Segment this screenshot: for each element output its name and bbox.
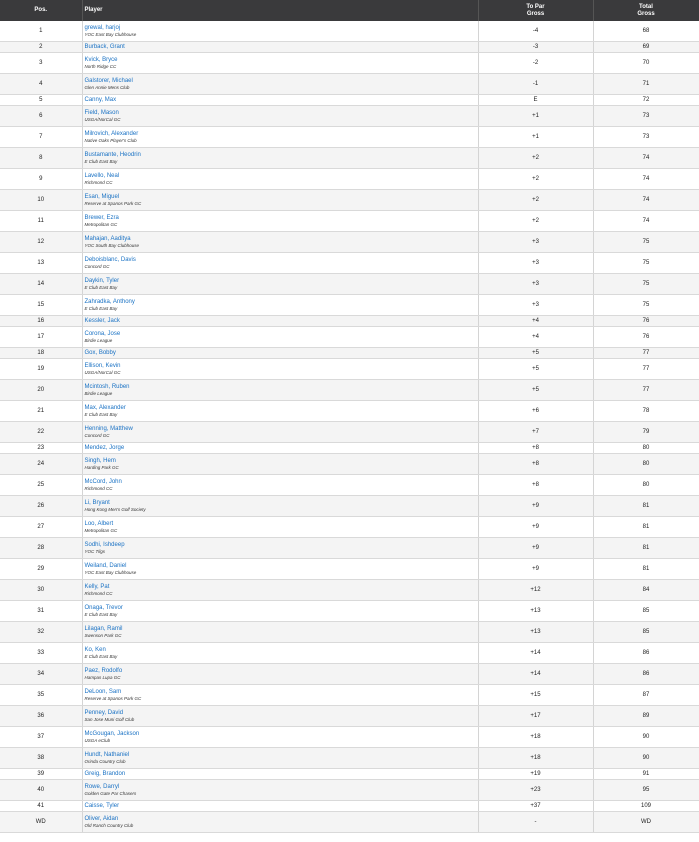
player-club: YOC South Bay Clubhouse bbox=[84, 242, 140, 248]
table-row bbox=[0, 812, 699, 833]
table-row bbox=[0, 127, 699, 148]
table-row bbox=[0, 727, 699, 748]
player-name-link[interactable]: Bustamante, Heodrin bbox=[84, 151, 141, 158]
player-club: Glen Annie Mens Club bbox=[84, 84, 130, 90]
position-cell: 21 bbox=[0, 401, 82, 422]
to-par-cell: +37 bbox=[478, 801, 593, 812]
player-club: San Jose Muni Golf Club bbox=[84, 716, 135, 722]
position-cell: 36 bbox=[0, 706, 82, 727]
table-row bbox=[0, 274, 699, 295]
to-par-cell: +3 bbox=[478, 274, 593, 295]
total-gross-cell: 81 bbox=[593, 496, 699, 517]
to-par-cell: +2 bbox=[478, 190, 593, 211]
player-club: Metropolitan GC bbox=[84, 527, 118, 533]
player-cell bbox=[82, 348, 478, 359]
total-gross-cell: 89 bbox=[593, 706, 699, 727]
player-name-link[interactable]: Field, Mason bbox=[84, 109, 119, 116]
player-cell bbox=[82, 801, 478, 812]
player-cell bbox=[82, 769, 478, 780]
to-par-cell: -2 bbox=[478, 53, 593, 74]
total-gross-cell: 78 bbox=[593, 401, 699, 422]
table-row bbox=[0, 664, 699, 685]
player-name-link[interactable]: Canny, Max bbox=[84, 96, 117, 103]
total-gross-cell: 74 bbox=[593, 148, 699, 169]
player-name-link[interactable]: Lilagan, Ramil bbox=[84, 625, 123, 632]
player-name-link[interactable]: Corona, Jose bbox=[84, 330, 121, 337]
table-row bbox=[0, 148, 699, 169]
table-row bbox=[0, 538, 699, 559]
to-par-cell: +15 bbox=[478, 685, 593, 706]
to-par-cell: +19 bbox=[478, 769, 593, 780]
position-cell: 14 bbox=[0, 274, 82, 295]
position-cell: 22 bbox=[0, 422, 82, 443]
position-cell: 6 bbox=[0, 106, 82, 127]
to-par-cell: +7 bbox=[478, 422, 593, 443]
total-gross-cell: 81 bbox=[593, 517, 699, 538]
table-row bbox=[0, 253, 699, 274]
to-par-cell: +2 bbox=[478, 169, 593, 190]
player-name-link[interactable]: Ellison, Kevin bbox=[84, 362, 121, 369]
header-player[interactable]: Player bbox=[82, 0, 478, 21]
total-gross-cell: WD bbox=[593, 812, 699, 833]
total-gross-cell: 73 bbox=[593, 127, 699, 148]
player-club: Birdie League bbox=[84, 337, 113, 343]
player-club: E Club East Bay bbox=[84, 653, 118, 659]
to-par-cell: +9 bbox=[478, 517, 593, 538]
total-gross-cell: 80 bbox=[593, 443, 699, 454]
total-gross-cell: 90 bbox=[593, 727, 699, 748]
table-row bbox=[0, 559, 699, 580]
player-cell bbox=[82, 359, 478, 380]
player-name-link[interactable]: McCord, John bbox=[84, 478, 122, 485]
player-club: E Club East Bay bbox=[84, 305, 118, 311]
total-gross-cell: 75 bbox=[593, 274, 699, 295]
to-par-cell: -4 bbox=[478, 21, 593, 42]
player-club: E Club East Bay bbox=[84, 284, 118, 290]
player-cell bbox=[82, 21, 478, 42]
player-cell bbox=[82, 380, 478, 401]
total-gross-cell: 84 bbox=[593, 580, 699, 601]
player-cell bbox=[82, 559, 478, 580]
to-par-cell: +13 bbox=[478, 622, 593, 643]
player-name-link[interactable]: Rowe, Darryl bbox=[84, 783, 120, 790]
table-row bbox=[0, 443, 699, 454]
player-cell bbox=[82, 127, 478, 148]
to-par-cell: +14 bbox=[478, 643, 593, 664]
player-cell bbox=[82, 748, 478, 769]
player-cell bbox=[82, 601, 478, 622]
total-gross-cell: 77 bbox=[593, 359, 699, 380]
player-cell bbox=[82, 148, 478, 169]
to-par-cell: +18 bbox=[478, 727, 593, 748]
table-row bbox=[0, 422, 699, 443]
player-name-link[interactable]: Gox, Bobby bbox=[84, 349, 116, 356]
player-cell bbox=[82, 95, 478, 106]
player-cell bbox=[82, 401, 478, 422]
player-name-link[interactable]: Burback, Grant bbox=[84, 43, 125, 50]
total-gross-cell: 72 bbox=[593, 95, 699, 106]
total-gross-cell: 86 bbox=[593, 664, 699, 685]
position-cell: 34 bbox=[0, 664, 82, 685]
table-row bbox=[0, 316, 699, 327]
leaderboard-body bbox=[0, 21, 699, 833]
to-par-cell: +8 bbox=[478, 454, 593, 475]
position-cell: 23 bbox=[0, 443, 82, 454]
to-par-cell: +13 bbox=[478, 601, 593, 622]
player-name-link[interactable]: Kelly, Pat bbox=[84, 583, 110, 590]
player-club: E Club East Bay bbox=[84, 158, 118, 164]
position-cell: 15 bbox=[0, 295, 82, 316]
table-row bbox=[0, 380, 699, 401]
player-cell bbox=[82, 211, 478, 232]
player-cell bbox=[82, 496, 478, 517]
header-total-gross[interactable]: Total Gross bbox=[593, 0, 699, 21]
player-cell bbox=[82, 327, 478, 348]
to-par-cell: +4 bbox=[478, 327, 593, 348]
to-par-cell: E bbox=[478, 95, 593, 106]
player-cell bbox=[82, 454, 478, 475]
table-row bbox=[0, 685, 699, 706]
table-row bbox=[0, 348, 699, 359]
position-cell: 1 bbox=[0, 21, 82, 42]
player-name-link[interactable]: Milrovich, Alexander bbox=[84, 130, 139, 137]
total-gross-cell: 81 bbox=[593, 538, 699, 559]
player-club: Golden Gate Par Chasers bbox=[84, 790, 137, 796]
player-name-link[interactable]: Oliver, Aidan bbox=[84, 815, 119, 822]
total-gross-cell: 85 bbox=[593, 601, 699, 622]
player-name-link[interactable]: McGougan, Jackson bbox=[84, 730, 140, 737]
position-cell: 9 bbox=[0, 169, 82, 190]
table-row bbox=[0, 601, 699, 622]
table-row bbox=[0, 780, 699, 801]
total-gross-cell: 91 bbox=[593, 769, 699, 780]
table-row bbox=[0, 190, 699, 211]
to-par-cell: +8 bbox=[478, 475, 593, 496]
to-par-cell: - bbox=[478, 812, 593, 833]
player-club: Harding Park GC bbox=[84, 464, 119, 470]
player-cell bbox=[82, 706, 478, 727]
to-par-cell: +2 bbox=[478, 211, 593, 232]
player-name-link[interactable]: Mcintosh, Ruben bbox=[84, 383, 130, 390]
total-gross-cell: 76 bbox=[593, 327, 699, 348]
player-cell bbox=[82, 643, 478, 664]
position-cell: 10 bbox=[0, 190, 82, 211]
player-club: Richmond CC bbox=[84, 590, 113, 596]
total-gross-cell: 80 bbox=[593, 454, 699, 475]
player-name-link[interactable]: Ko, Ken bbox=[84, 646, 106, 653]
table-row bbox=[0, 211, 699, 232]
player-club: Concord GC bbox=[84, 263, 110, 269]
total-gross-cell: 74 bbox=[593, 190, 699, 211]
position-cell: 40 bbox=[0, 780, 82, 801]
table-row bbox=[0, 475, 699, 496]
position-cell: 30 bbox=[0, 580, 82, 601]
player-cell bbox=[82, 422, 478, 443]
player-cell bbox=[82, 316, 478, 327]
player-name-link[interactable]: Singh, Hem bbox=[84, 457, 116, 464]
table-row bbox=[0, 748, 699, 769]
player-cell bbox=[82, 295, 478, 316]
position-cell: 41 bbox=[0, 801, 82, 812]
position-cell: 19 bbox=[0, 359, 82, 380]
player-name-link[interactable]: Hundt, Nathaniel bbox=[84, 751, 130, 758]
position-cell: 33 bbox=[0, 643, 82, 664]
player-name-link[interactable]: Paez, Rodolfo bbox=[84, 667, 123, 674]
to-par-cell: +8 bbox=[478, 443, 593, 454]
player-name-link[interactable]: Esan, Miguel bbox=[84, 193, 120, 200]
player-club: North Ridge CC bbox=[84, 63, 117, 69]
total-gross-cell: 70 bbox=[593, 53, 699, 74]
player-cell bbox=[82, 517, 478, 538]
player-club: USGA/NorCal GC bbox=[84, 369, 121, 375]
player-name-link[interactable]: Galstorer, Michael bbox=[84, 77, 133, 84]
player-name-link[interactable]: Sodhi, Ishdeep bbox=[84, 541, 125, 548]
player-cell bbox=[82, 106, 478, 127]
position-cell: 35 bbox=[0, 685, 82, 706]
to-par-cell: +6 bbox=[478, 401, 593, 422]
position-cell: 39 bbox=[0, 769, 82, 780]
to-par-cell: +23 bbox=[478, 780, 593, 801]
player-name-link[interactable]: Brewer, Ezra bbox=[84, 214, 119, 221]
player-cell bbox=[82, 274, 478, 295]
player-name-link[interactable]: Li, Bryant bbox=[84, 499, 110, 506]
player-club: Hong Kong Men's Golf Society bbox=[84, 506, 146, 512]
total-gross-cell: 109 bbox=[593, 801, 699, 812]
player-cell bbox=[82, 443, 478, 454]
player-club: Reserve at Spanos Park GC bbox=[84, 695, 142, 701]
player-name-link[interactable]: Kessler, Jack bbox=[84, 317, 120, 324]
player-name-link[interactable]: DeLoon, Sam bbox=[84, 688, 122, 695]
header-pos[interactable]: Pos. bbox=[0, 0, 82, 21]
player-club: USGA eClub bbox=[84, 737, 111, 743]
table-row bbox=[0, 95, 699, 106]
player-cell bbox=[82, 190, 478, 211]
total-gross-cell: 75 bbox=[593, 253, 699, 274]
total-gross-cell: 87 bbox=[593, 685, 699, 706]
player-cell bbox=[82, 232, 478, 253]
total-gross-cell: 95 bbox=[593, 780, 699, 801]
to-par-cell: +5 bbox=[478, 348, 593, 359]
player-club: E Club East Bay bbox=[84, 411, 118, 417]
table-row bbox=[0, 42, 699, 53]
position-cell: 5 bbox=[0, 95, 82, 106]
player-name-link[interactable]: Penney, David bbox=[84, 709, 124, 716]
to-par-cell: +9 bbox=[478, 559, 593, 580]
total-gross-cell: 74 bbox=[593, 211, 699, 232]
total-gross-cell: 77 bbox=[593, 348, 699, 359]
player-club: Old Ranch Country Club bbox=[84, 822, 134, 828]
player-club: Richmond CC bbox=[84, 485, 113, 491]
player-name-link[interactable]: Caisse, Tyler bbox=[84, 802, 120, 809]
to-par-cell: -1 bbox=[478, 74, 593, 95]
player-club: Metropolitan GC bbox=[84, 221, 118, 227]
position-cell: 16 bbox=[0, 316, 82, 327]
table-row bbox=[0, 643, 699, 664]
position-cell: 7 bbox=[0, 127, 82, 148]
player-cell bbox=[82, 169, 478, 190]
player-club: YOC Tilgs bbox=[84, 548, 105, 554]
to-par-cell: +4 bbox=[478, 316, 593, 327]
player-club: Birdie League bbox=[84, 390, 113, 396]
player-club: Richmond CC bbox=[84, 179, 113, 185]
total-gross-cell: 68 bbox=[593, 21, 699, 42]
to-par-cell: +17 bbox=[478, 706, 593, 727]
table-row bbox=[0, 401, 699, 422]
position-cell: 29 bbox=[0, 559, 82, 580]
position-cell: 8 bbox=[0, 148, 82, 169]
total-gross-cell: 69 bbox=[593, 42, 699, 53]
player-name-link[interactable]: Henning, Matthew bbox=[84, 425, 133, 432]
position-cell: 37 bbox=[0, 727, 82, 748]
player-name-link[interactable]: Loo, Albert bbox=[84, 520, 114, 527]
position-cell: 26 bbox=[0, 496, 82, 517]
table-row bbox=[0, 21, 699, 42]
to-par-cell: -3 bbox=[478, 42, 593, 53]
position-cell: WD bbox=[0, 812, 82, 833]
position-cell: 2 bbox=[0, 42, 82, 53]
table-row bbox=[0, 53, 699, 74]
player-cell bbox=[82, 664, 478, 685]
player-club: Swenson Park GC bbox=[84, 632, 122, 638]
total-gross-cell: 75 bbox=[593, 232, 699, 253]
table-row bbox=[0, 169, 699, 190]
player-name-link[interactable]: Mendez, Jorge bbox=[84, 444, 125, 451]
to-par-cell: +18 bbox=[478, 748, 593, 769]
player-cell bbox=[82, 727, 478, 748]
table-row bbox=[0, 74, 699, 95]
position-cell: 31 bbox=[0, 601, 82, 622]
player-name-link[interactable]: Deboisblanc, Davis bbox=[84, 256, 136, 263]
player-name-link[interactable]: Onaga, Trevor bbox=[84, 604, 123, 611]
player-name-link[interactable]: Kvick, Bryce bbox=[84, 56, 118, 63]
table-row bbox=[0, 496, 699, 517]
leaderboard-header bbox=[0, 0, 699, 21]
to-par-cell: +5 bbox=[478, 380, 593, 401]
player-club: YOC East Bay Clubhouse bbox=[84, 31, 137, 37]
player-cell bbox=[82, 53, 478, 74]
player-cell bbox=[82, 622, 478, 643]
total-gross-cell: 85 bbox=[593, 622, 699, 643]
to-par-cell: +3 bbox=[478, 232, 593, 253]
to-par-cell: +1 bbox=[478, 106, 593, 127]
table-row bbox=[0, 232, 699, 253]
player-name-link[interactable]: Daykin, Tyler bbox=[84, 277, 120, 284]
total-gross-cell: 77 bbox=[593, 380, 699, 401]
to-par-cell: +9 bbox=[478, 496, 593, 517]
total-gross-cell: 79 bbox=[593, 422, 699, 443]
position-cell: 24 bbox=[0, 454, 82, 475]
table-row bbox=[0, 580, 699, 601]
position-cell: 20 bbox=[0, 380, 82, 401]
to-par-cell: +1 bbox=[478, 127, 593, 148]
to-par-cell: +3 bbox=[478, 253, 593, 274]
player-cell bbox=[82, 780, 478, 801]
total-gross-cell: 71 bbox=[593, 74, 699, 95]
total-gross-cell: 75 bbox=[593, 295, 699, 316]
header-to-par-gross[interactable]: To Par Gross bbox=[478, 0, 593, 21]
position-cell: 25 bbox=[0, 475, 82, 496]
player-cell bbox=[82, 475, 478, 496]
total-gross-cell: 86 bbox=[593, 643, 699, 664]
player-cell bbox=[82, 74, 478, 95]
to-par-cell: +14 bbox=[478, 664, 593, 685]
player-club: Reserve at Spanos Park GC bbox=[84, 200, 142, 206]
total-gross-cell: 74 bbox=[593, 169, 699, 190]
total-gross-cell: 90 bbox=[593, 748, 699, 769]
position-cell: 27 bbox=[0, 517, 82, 538]
position-cell: 18 bbox=[0, 348, 82, 359]
player-club: Orinda Country Club bbox=[84, 758, 126, 764]
player-club: Concord GC bbox=[84, 432, 110, 438]
total-gross-cell: 80 bbox=[593, 475, 699, 496]
table-row bbox=[0, 327, 699, 348]
table-row bbox=[0, 769, 699, 780]
player-name-link[interactable]: Mahajan, Aaditya bbox=[84, 235, 131, 242]
position-cell: 38 bbox=[0, 748, 82, 769]
player-cell bbox=[82, 42, 478, 53]
table-row bbox=[0, 801, 699, 812]
player-name-link[interactable]: grewal, harjoj bbox=[84, 24, 121, 31]
table-row bbox=[0, 295, 699, 316]
player-cell bbox=[82, 812, 478, 833]
position-cell: 28 bbox=[0, 538, 82, 559]
table-row bbox=[0, 106, 699, 127]
to-par-cell: +12 bbox=[478, 580, 593, 601]
player-name-link[interactable]: Max, Alexander bbox=[84, 404, 126, 411]
total-gross-cell: 73 bbox=[593, 106, 699, 127]
position-cell: 17 bbox=[0, 327, 82, 348]
player-name-link[interactable]: Greig, Brandon bbox=[84, 770, 126, 777]
table-row bbox=[0, 454, 699, 475]
total-gross-cell: 76 bbox=[593, 316, 699, 327]
position-cell: 4 bbox=[0, 74, 82, 95]
player-cell bbox=[82, 538, 478, 559]
position-cell: 3 bbox=[0, 53, 82, 74]
position-cell: 11 bbox=[0, 211, 82, 232]
player-club: Native Oaks Player's Club bbox=[84, 137, 137, 143]
position-cell: 13 bbox=[0, 253, 82, 274]
to-par-cell: +3 bbox=[478, 295, 593, 316]
table-row bbox=[0, 359, 699, 380]
table-row bbox=[0, 517, 699, 538]
position-cell: 32 bbox=[0, 622, 82, 643]
player-cell bbox=[82, 580, 478, 601]
position-cell: 12 bbox=[0, 232, 82, 253]
to-par-cell: +9 bbox=[478, 538, 593, 559]
player-club: Hampas Lupa GC bbox=[84, 674, 121, 680]
total-gross-cell: 81 bbox=[593, 559, 699, 580]
player-name-link[interactable]: Weiland, Daniel bbox=[84, 562, 127, 569]
table-row bbox=[0, 706, 699, 727]
player-name-link[interactable]: Zahradka, Anthony bbox=[84, 298, 135, 305]
to-par-cell: +2 bbox=[478, 148, 593, 169]
table-row bbox=[0, 622, 699, 643]
player-club: E Club East Bay bbox=[84, 611, 118, 617]
to-par-cell: +5 bbox=[478, 359, 593, 380]
player-club: YOC East Bay Clubhouse bbox=[84, 569, 137, 575]
player-name-link[interactable]: Lavello, Neal bbox=[84, 172, 120, 179]
player-cell bbox=[82, 685, 478, 706]
player-club: USGA/NorCal GC bbox=[84, 116, 121, 122]
player-cell bbox=[82, 253, 478, 274]
